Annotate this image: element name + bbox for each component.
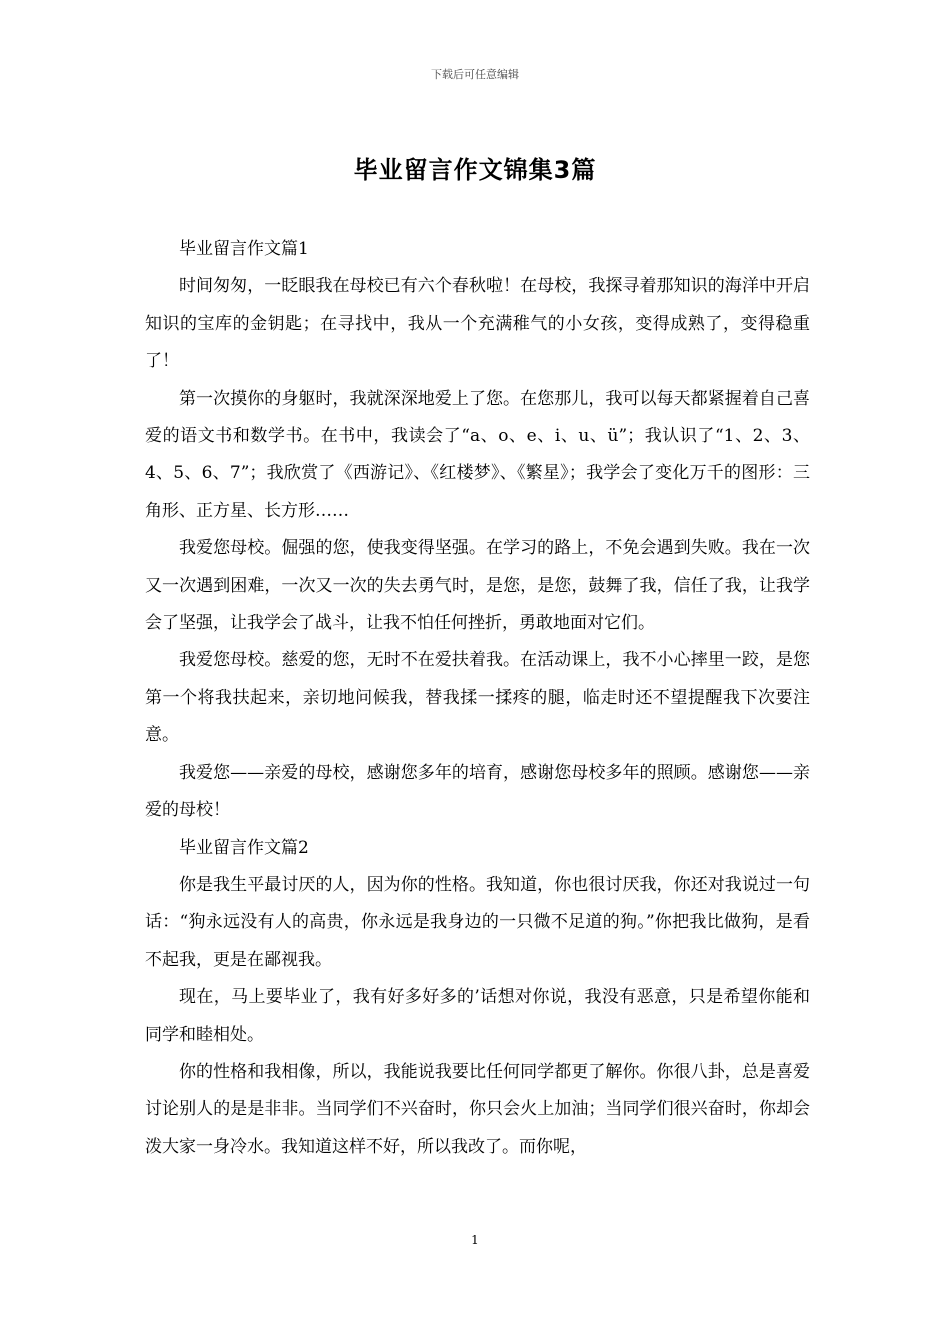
page-number: 1 xyxy=(471,1233,479,1247)
header-note: 下载后可任意编辑 xyxy=(431,68,519,81)
section-heading-1: 毕业留言作文篇1 xyxy=(179,239,309,259)
paragraph: 时间匆匆，一眨眼我在母校已有六个春秋啦！在母校，我探寻着那知识的海洋中开启知识的宝库的金钥匙；在寻找中，我从一个充满稚气的小女孩，变得成熟了，变得稳重了！ xyxy=(145,276,810,372)
paragraph: 现在，马上要毕业了，我有好多好多的’话想对你说，我没有恶意，只是希望你能和同学和睦相处。 xyxy=(145,987,810,1045)
document-body xyxy=(145,231,810,1166)
paragraph: 你的性格和我相像，所以，我能说我要比任何同学都更了解你。你很八卦，总是喜爱讨论别人的是是非非。当同学们不兴奋时，你只会火上加油；当同学们很兴奋时，你却会泼大家一身冷水。我知道这样不好，所以我改了。而你呢， xyxy=(145,1061,810,1157)
section-heading-2: 毕业留言作文篇2 xyxy=(179,837,309,858)
paragraph: 我爱您——亲爱的母校，感谢您多年的培育，感谢您母校多年的照顾。感谢您——亲爱的母校！ xyxy=(145,762,810,821)
paragraph: 我爱您母校。倔强的您，使我变得坚强。在学习的路上，不免会遇到失败。我在一次又一次遇到困难，一次又一次的失去勇气时，是您，是您，鼓舞了我，信任了我，让我学会了坚强，让我学会了战斗，让我不怕任何挫折，勇敢地面对它们。 xyxy=(145,538,810,634)
paragraph: 我爱您母校。慈爱的您，无时不在爱扶着我。在活动课上，我不小心摔里一跤，是您第一个将我扶起来，亲切地问候我，替我揉一揉疼的腿，临走时还不望提醒我下次要注意。 xyxy=(145,650,810,746)
paragraph: 第一次摸你的身躯时，我就深深地爱上了您。在您那儿，我可以每天都紧握着自己喜爱的语文书和数学书。在书中，我读会了“a、o、e、i、u、ü”；我认识了“1、2、3、4、5、6、7”；我欣赏了《西游记》、《红楼梦》、《繁星》；我学会了变化万千的图形：三角形、正方星、长方形…… xyxy=(145,388,810,521)
document-title: 毕业留言作文锦集3篇 xyxy=(353,156,597,184)
paragraph: 你是我生平最讨厌的人，因为你的性格。我知道，你也很讨厌我，你还对我说过一句话：“狗永远没有人的高贵，你永远是我身边的一只微不足道的狗。”你把我比做狗，是看不起我，更是在鄙视我。 xyxy=(145,874,810,970)
